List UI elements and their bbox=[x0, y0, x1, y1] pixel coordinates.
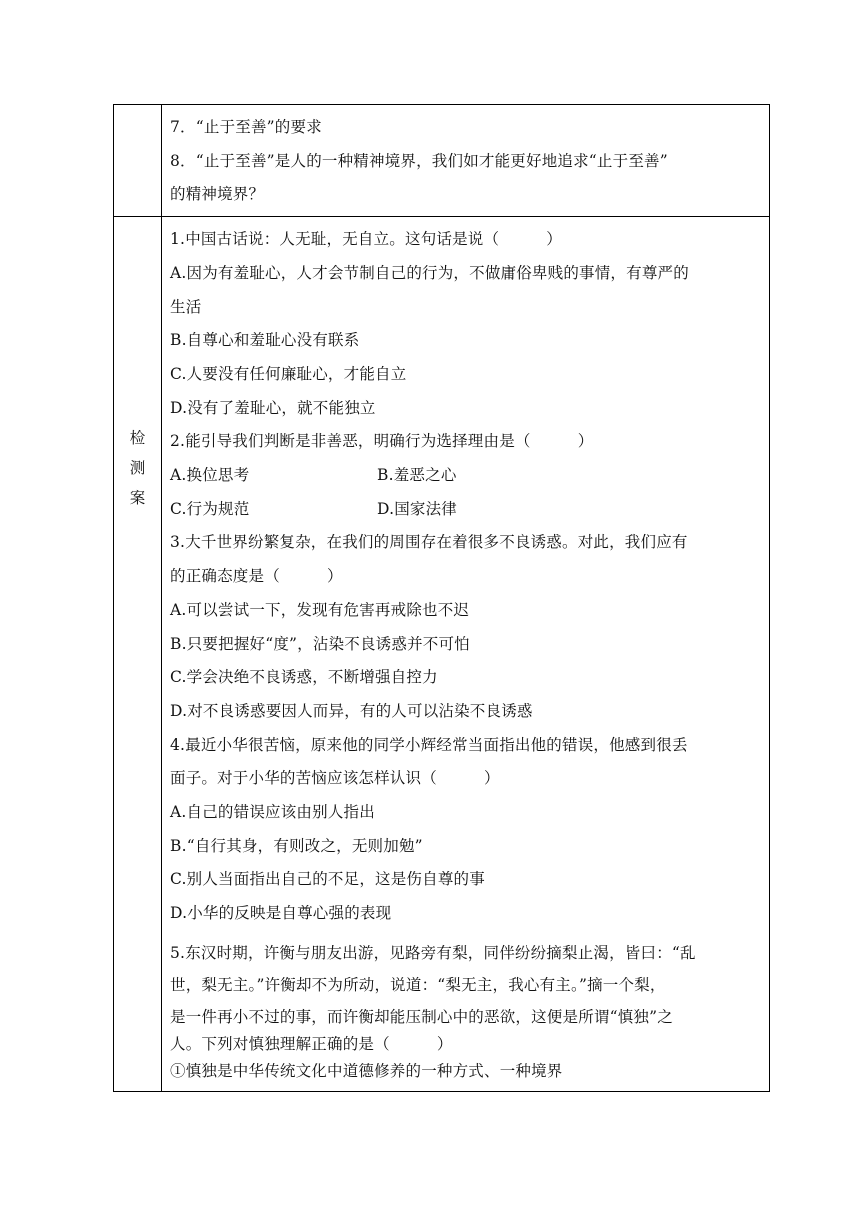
row-top-label-cell bbox=[114, 105, 162, 217]
q4-option-a: A.自己的错误应该由别人指出 bbox=[170, 803, 375, 822]
row-check-label-cell bbox=[114, 217, 162, 1092]
q5-line1: 5.东汉时期，许衡与朋友出游，见路旁有梨，同伴纷纷摘梨止渴，皆曰：“乱 bbox=[170, 943, 696, 962]
q1-option-a-line1: A.因为有羞耻心，人才会节制自己的行为，不做庸俗卑贱的事情，有尊严的 bbox=[170, 263, 689, 282]
worksheet-table bbox=[113, 104, 770, 1092]
section-label-char: 测 bbox=[129, 459, 146, 478]
item-8-line1: 8．“止于至善”是人的一种精神境界，我们如才能更好地追求“止于至善” bbox=[170, 151, 668, 170]
q3-stem-line1: 3.大千世界纷繁复杂，在我们的周围存在着很多不良诱惑。对此，我们应有 bbox=[170, 533, 688, 552]
q5-line3: 是一件再小不过的事，而许衡却能压制心中的恶欲，这便是所谓“慎独”之 bbox=[170, 1007, 673, 1026]
q1-option-a-line2: 生活 bbox=[170, 297, 202, 316]
q2-option-d: D.国家法律 bbox=[377, 499, 458, 518]
q3-option-b: B.只要把握好“度”，沾染不良诱惑并不可怕 bbox=[170, 634, 470, 653]
q2-options-ab bbox=[170, 459, 763, 493]
q5-line2: 世，梨无主。”许衡却不为所动，说道：“梨无主，我心有主。”摘一个梨， bbox=[170, 975, 666, 994]
q1-option-d: D.没有了羞耻心，就不能独立 bbox=[170, 398, 376, 417]
q5-item1: ①慎独是中华传统文化中道德修养的一种方式、一种境界 bbox=[170, 1061, 563, 1080]
worksheet bbox=[113, 104, 754, 1092]
row-top bbox=[114, 105, 770, 217]
q3-option-d: D.对不良诱惑要因人而异，有的人可以沾染不良诱惑 bbox=[170, 701, 533, 720]
q1-option-b: B.自尊心和羞耻心没有联系 bbox=[170, 331, 360, 350]
q3-stem-line2: 的正确态度是（ ） bbox=[170, 567, 343, 586]
q4-stem-line2: 面子。对于小华的苦恼应该怎样认识（ ） bbox=[170, 769, 500, 788]
item-8-line2: 的精神境界？ bbox=[170, 185, 265, 204]
q2-option-a: A.换位思考 bbox=[170, 466, 250, 485]
q2-stem: 2.能引导我们判断是非善恶，明确行为选择理由是（ ） bbox=[170, 432, 594, 451]
item-7: 7．“止于至善”的要求 bbox=[170, 118, 322, 136]
q4-option-d: D.小华的反映是自尊心强的表现 bbox=[170, 904, 392, 923]
q1-option-c: C.人要没有任何廉耻心，才能自立 bbox=[170, 364, 407, 383]
q5-block bbox=[170, 937, 763, 1087]
q5-line4: 人。下列对慎独理解正确的是（ ） bbox=[170, 1034, 453, 1053]
q3-option-a: A.可以尝试一下，发现有危害再戒除也不迟 bbox=[170, 600, 470, 619]
row-check-content bbox=[162, 217, 770, 1092]
q2-option-b: B.羞恶之心 bbox=[377, 466, 457, 485]
section-label-char: 检 bbox=[129, 429, 146, 448]
row-check bbox=[114, 217, 770, 1092]
q4-stem-line1: 4.最近小华很苦恼，原来他的同学小辉经常当面指出他的错误，他感到很丢 bbox=[170, 735, 688, 754]
q1-stem: 1.中国古话说：人无耻，无自立。这句话是说（ ） bbox=[170, 230, 562, 249]
q2-options-cd bbox=[170, 493, 763, 527]
q2-option-c: C.行为规范 bbox=[170, 499, 250, 518]
row-top-content bbox=[162, 105, 770, 217]
q4-option-c: C.别人当面指出自己的不足，这是伤自尊的事 bbox=[170, 870, 485, 889]
section-label-char: 案 bbox=[129, 489, 146, 508]
q3-option-c: C.学会决绝不良诱惑，不断增强自控力 bbox=[170, 668, 438, 687]
q4-option-b: B.“自行其身，有则改之，无则加勉” bbox=[170, 836, 423, 855]
section-label-check bbox=[114, 423, 161, 513]
